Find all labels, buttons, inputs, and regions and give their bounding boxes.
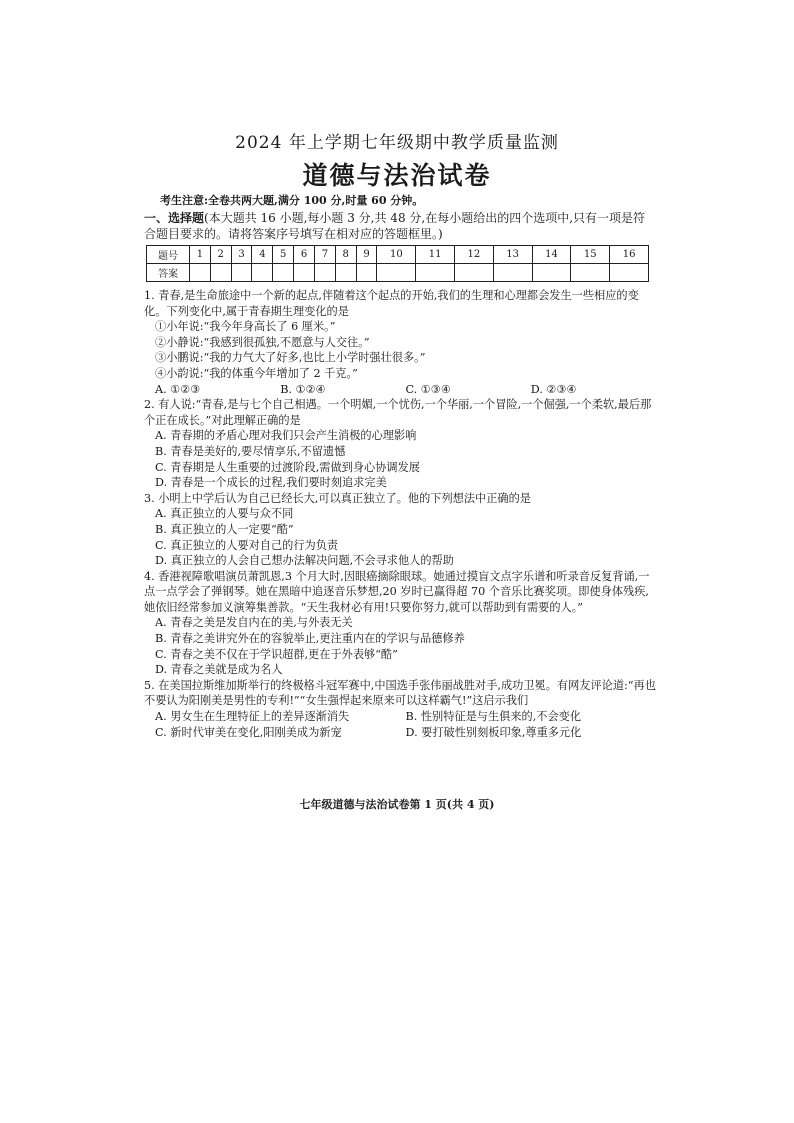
question-2 bbox=[144, 397, 656, 491]
question-stem: 2. 有人说:“青春,是与七个自己相遇。一个明媚,一个忧伤,一个华丽,一个冒险,一个倔强,一个柔软,最后那个正在成长。”对此理解正确的是 bbox=[144, 398, 652, 427]
answer-number-cell: 3 bbox=[231, 246, 252, 264]
question-statement: ②小静说:“我感到很孤独,不愿意与人交往。” bbox=[155, 335, 370, 349]
question-list bbox=[144, 288, 656, 740]
answer-number-cell: 14 bbox=[532, 246, 571, 264]
answer-cell[interactable] bbox=[335, 264, 356, 282]
option-a[interactable]: A. 真正独立的人要与众不同 bbox=[155, 507, 294, 521]
option-d[interactable]: D. 青春是一个成长的过程,我们要时刻追求完美 bbox=[155, 476, 387, 490]
answer-number-cell: 11 bbox=[416, 246, 455, 264]
option-d[interactable]: D. 青春之美就是成为名人 bbox=[155, 663, 283, 677]
option-b[interactable]: B. 性别特征是与生俱来的,不会变化 bbox=[405, 710, 582, 724]
answer-number-cell: 10 bbox=[377, 246, 416, 264]
option-a[interactable]: A. ①②③ bbox=[155, 382, 201, 396]
answer-number-cell: 7 bbox=[314, 246, 335, 264]
answer-cell[interactable] bbox=[356, 264, 377, 282]
answer-cell[interactable] bbox=[294, 264, 315, 282]
answer-cell[interactable] bbox=[455, 264, 494, 282]
answer-number-cell: 5 bbox=[273, 246, 294, 264]
answer-table bbox=[146, 245, 649, 282]
question-stem: 3. 小明上中学后认为自己已经长大,可以真正独立了。他的下列想法中正确的是 bbox=[144, 491, 531, 505]
answer-number-cell: 15 bbox=[571, 246, 610, 264]
option-c[interactable]: C. ①③④ bbox=[405, 382, 451, 396]
option-b[interactable]: B. ①②④ bbox=[280, 382, 326, 396]
exam-subject: 道德与法治试卷 bbox=[302, 161, 492, 190]
question-3 bbox=[144, 491, 656, 569]
answer-number-cell: 12 bbox=[455, 246, 494, 264]
answer-cell[interactable] bbox=[532, 264, 571, 282]
option-b[interactable]: B. 真正独立的人一定要“酷” bbox=[155, 522, 294, 536]
answer-number-cell: 2 bbox=[210, 246, 231, 264]
question-stem: 4. 香港视障歌唱演员萧凯恩,3 个月大时,因眼癌摘除眼球。她通过摸盲文点字乐谱和听录音反复背诵,一点一点学会了弹钢琴。她在黑暗中追逐音乐梦想,20 岁时已赢得超 70 个音乐比赛奖项。即使身体残疾,她依旧经常参加义演筹集善款。“天生我材必有用!只要你努力,就可以帮助到有需要的人。” bbox=[144, 569, 650, 614]
option-b[interactable]: B. 青春之美讲究外在的容貌举止,更注重内在的学识与品德修养 bbox=[155, 632, 465, 646]
option-a[interactable]: A. 男女生在生理特征上的差异逐渐消失 bbox=[155, 710, 350, 724]
option-row bbox=[144, 382, 656, 398]
answer-number-cell: 9 bbox=[356, 246, 377, 264]
option-row bbox=[144, 725, 656, 741]
section-instruction-text: (本大题共 16 小题,每小题 3 分,共 48 分,在每小题给出的四个选项中,只有一项是符合题目要求的。请将答案序号填写在相对应的答题框里。) bbox=[144, 211, 646, 241]
answer-number-cell: 16 bbox=[610, 246, 649, 264]
answer-table-answer-label: 答案 bbox=[147, 264, 190, 282]
answer-cell[interactable] bbox=[377, 264, 416, 282]
option-d[interactable]: D. 要打破性别刻板印象,尊重多元化 bbox=[405, 725, 582, 739]
answer-cell[interactable] bbox=[314, 264, 335, 282]
option-b[interactable]: B. 青春是美好的,要尽情享乐,不留遗憾 bbox=[155, 444, 346, 458]
answer-table-number-label: 题号 bbox=[147, 246, 190, 264]
option-d[interactable]: D. ②③④ bbox=[530, 382, 577, 396]
answer-cell[interactable] bbox=[416, 264, 455, 282]
question-4 bbox=[144, 569, 656, 678]
answer-cell[interactable] bbox=[571, 264, 610, 282]
answer-number-cell: 13 bbox=[493, 246, 532, 264]
answer-cell[interactable] bbox=[493, 264, 532, 282]
question-5 bbox=[144, 678, 656, 740]
option-c[interactable]: C. 青春之美不仅在于学识超群,更在于外表够“酷” bbox=[155, 647, 398, 661]
answer-number-cell: 8 bbox=[335, 246, 356, 264]
answer-cell[interactable] bbox=[190, 264, 211, 282]
answer-table-number-row bbox=[147, 246, 649, 264]
option-d[interactable]: D. 真正独立的人会自己想办法解决问题,不会寻求他人的帮助 bbox=[155, 554, 454, 568]
answer-number-cell: 1 bbox=[190, 246, 211, 264]
answer-cell[interactable] bbox=[252, 264, 273, 282]
option-a[interactable]: A. 青春期的矛盾心理对我们只会产生消极的心理影响 bbox=[155, 429, 417, 443]
question-stem: 1. 青春,是生命旅途中一个新的起点,伴随着这个起点的开始,我们的生理和心理都会发生一些相应的变化。下列变化中,属于青春期生理变化的是 bbox=[144, 289, 639, 318]
section-heading: 一、选择题 bbox=[144, 211, 205, 225]
exam-title: 2024 年上学期七年级期中教学质量监测 bbox=[235, 133, 559, 153]
answer-table-answer-row bbox=[147, 264, 649, 282]
question-1 bbox=[144, 288, 656, 397]
answer-cell[interactable] bbox=[231, 264, 252, 282]
answer-number-cell: 6 bbox=[294, 246, 315, 264]
question-statement: ①小年说:“我今年身高长了 6 厘米。” bbox=[155, 320, 336, 334]
option-a[interactable]: A. 青春之美是发自内在的美,与外表无关 bbox=[155, 616, 353, 630]
section-instructions bbox=[144, 210, 654, 242]
option-c[interactable]: C. 新时代审美在变化,阳刚美成为新宠 bbox=[155, 725, 342, 739]
option-row bbox=[144, 709, 656, 725]
answer-cell[interactable] bbox=[210, 264, 231, 282]
option-c[interactable]: C. 真正独立的人要对自己的行为负责 bbox=[155, 538, 339, 552]
answer-number-cell: 4 bbox=[252, 246, 273, 264]
question-statement: ③小鹏说:“我的力气大了好多,也比上小学时强壮很多。” bbox=[155, 351, 426, 365]
question-statement: ④小韵说:“我的体重今年增加了 2 千克。” bbox=[155, 366, 358, 380]
answer-cell[interactable] bbox=[610, 264, 649, 282]
option-c[interactable]: C. 青春期是人生重要的过渡阶段,需做到身心协调发展 bbox=[155, 460, 420, 474]
question-stem: 5. 在美国拉斯维加斯举行的终极格斗冠军赛中,中国选手张伟丽战胜对手,成功卫冕。有网友评论道:“再也不要认为阳刚美是男性的专利!”“女生强悍起来原来可以这样霸气!”这启示我们 bbox=[144, 678, 656, 708]
exam-notice: 考生注意:全卷共两大题,满分 100 分,时量 60 分钟。 bbox=[160, 194, 424, 207]
answer-cell[interactable] bbox=[273, 264, 294, 282]
page-footer: 七年级道德与法治试卷第 1 页(共 4 页) bbox=[299, 798, 495, 811]
